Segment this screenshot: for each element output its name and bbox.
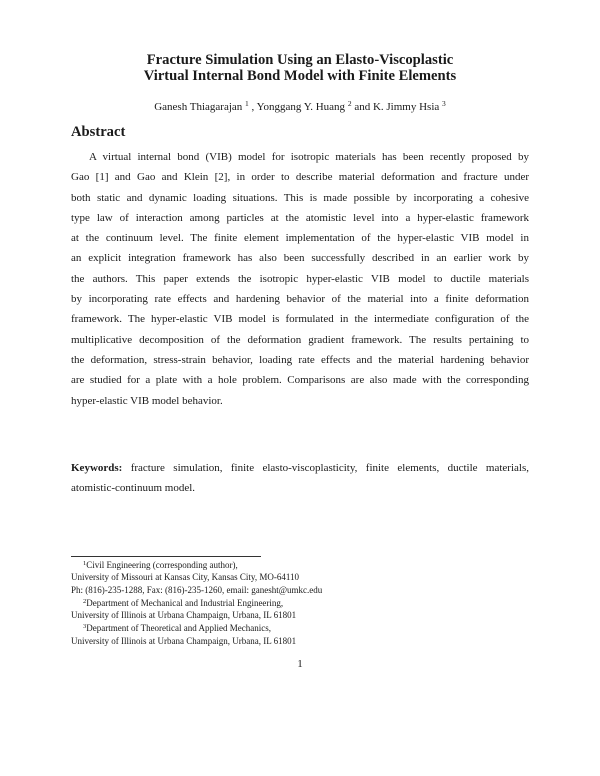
author-separator: , (248, 101, 257, 113)
footnote-mark: 1 (83, 560, 87, 567)
author-name: Yonggang Y. Huang (256, 101, 346, 113)
author-name: K. Jimmy Hsia (372, 101, 440, 113)
title-line-1: Fracture Simulation Using an Elasto-Viscoplastic (146, 52, 454, 68)
footnote-rule (71, 556, 261, 557)
footnote-line: University of Missouri at Kansas City, Kansas City, MO-64110 (71, 572, 299, 583)
keywords-label: Keywords: (71, 462, 123, 474)
keywords-line (71, 458, 529, 478)
footnote-line (71, 558, 531, 571)
author-name: Ganesh Thiagarajan (154, 101, 243, 113)
footnote-text: Department of Mechanical and Industrial Engineering, (86, 597, 284, 608)
author-affiliation-mark: 2 (347, 99, 352, 108)
author-affiliation-mark: 3 (442, 99, 446, 108)
abstract-line: multiplicative decomposition of the deformation gradient framework. The results pertaining to (71, 333, 529, 346)
abstract-line: A virtual internal bond (VIB) model for isotropic materials has been recently proposed by (89, 151, 529, 163)
author-list (60, 97, 540, 114)
footnote-mark: 3 (83, 623, 87, 631)
abstract-body (71, 147, 529, 411)
keywords-line: atomistic-continuum model. (71, 482, 196, 495)
footnote-mark: 2 (83, 597, 87, 605)
footnotes (71, 558, 531, 647)
abstract-line: by incorporating rate effects and hardening behavior of the material into a finite deformation (71, 293, 529, 306)
footnote-text: Civil Engineering (corresponding author), (86, 560, 238, 570)
abstract-line: both static and dynamic loading situations. This is made possible by incorporating a cohesive (71, 191, 529, 204)
author-affiliation-mark: 1 (245, 99, 249, 108)
title-line-2: Virtual Internal Bond Model with Finite Elements (143, 68, 457, 84)
page-number: 1 (297, 658, 303, 670)
abstract-line: hyper-elastic VIB model behavior. (71, 394, 223, 407)
abstract-line: framework. The hyper-elastic VIB model is formulated in the intermediate configuration of the (71, 313, 529, 326)
footnote-line: University of Illinois at Urbana Champaign, Urbana, IL 61801 (71, 635, 297, 646)
abstract-line: an explicit integration framework has also been successfully described in an earlier work by (71, 252, 529, 265)
abstract-line: at the continuum level. The finite element implementation of the hyper-elastic VIB model in (71, 232, 529, 245)
keywords-text: fracture simulation, finite elasto-viscoplasticity, finite elements, ductile materials, (130, 462, 529, 474)
footnote-text: Department of Theoretical and Applied Mechanics, (86, 623, 272, 634)
abstract-line: the deformation, stress-strain behavior, loading rate effects and the material hardening behavior (71, 353, 529, 366)
author-separator: and (351, 101, 373, 113)
footnote-line: Ph: (816)-235-1288, Fax: (816)-235-1260, email: ganesht@umkc.edu (71, 584, 323, 595)
abstract-line: type law of interaction among particles at the atomistic level into a hyper-elastic framework (71, 211, 529, 224)
abstract-line: are studied for a plate with a hole problem. Comparisons are also made with the corresponding (71, 374, 529, 387)
footnote-line (71, 621, 531, 634)
abstract-line: Gao [1] and Gao and Klein [2], in order to describe material deformation and fracture under (71, 171, 529, 184)
abstract-heading: Abstract (71, 124, 126, 140)
footnote-line: University of Illinois at Urbana Champaign, Urbana, IL 61801 (71, 610, 297, 621)
paper-title (60, 52, 540, 84)
abstract-line: the authors. This paper extends the isotropic hyper-elastic VIB model to ductile materials (71, 272, 529, 285)
footnote-line (71, 596, 531, 609)
keywords-section (71, 458, 529, 499)
